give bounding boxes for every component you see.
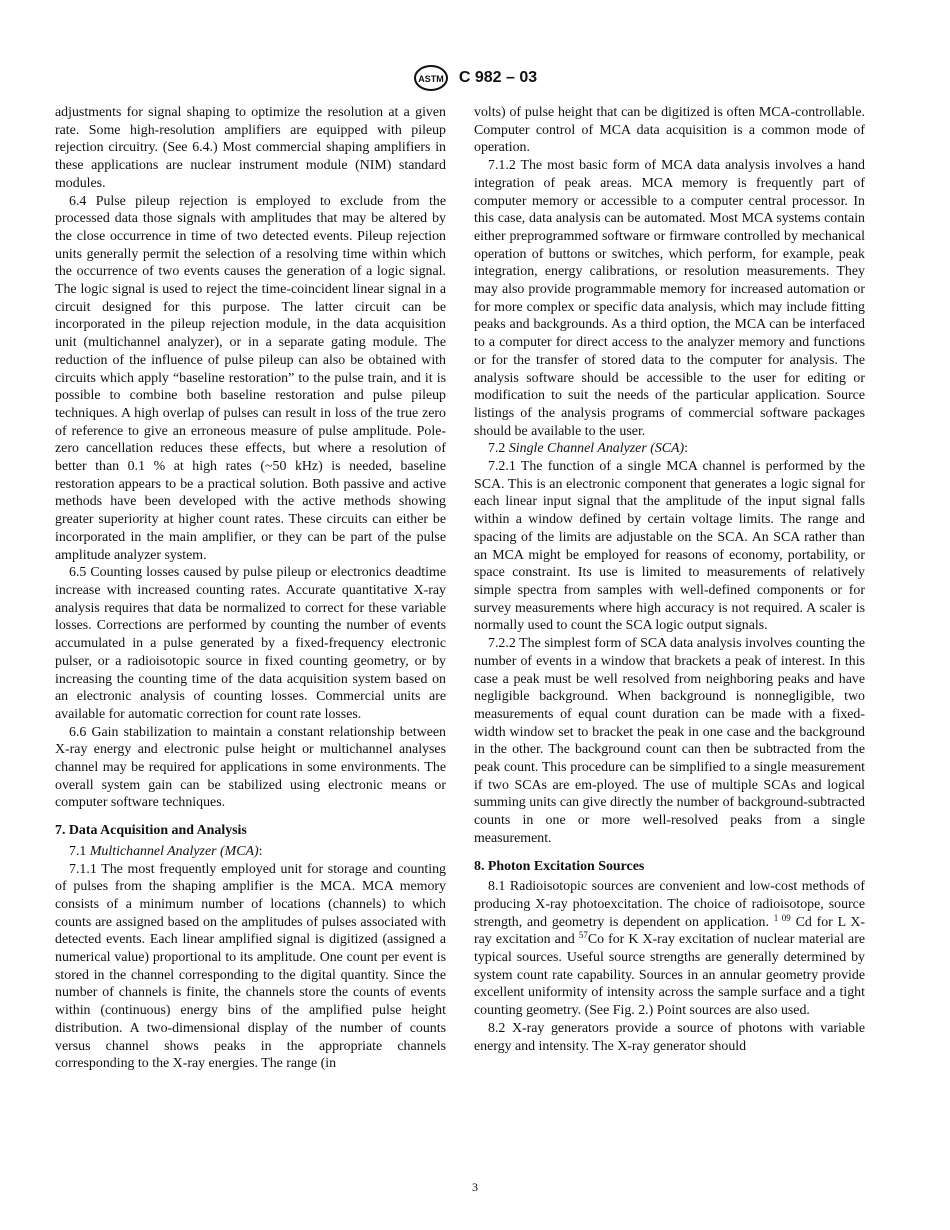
- paragraph-6-4: 6.4 Pulse pileup rejection is employed to exclude from the processed data those signals with amplitudes that may be altered by the close occurrence in time of two detected events. Pileup rejection units generally permit the selection of a resolving time within which the occurrence of two events causes the generation of a logic signal. The logic signal is used to reject the time-coincident linear signal in a circuit designed for this purpose. The latter circuit can be incorporated in the pileup rejection module, in the data acquisition unit (multichannel analyzer), or in a separate gating module. The reduction of the influence of pulse pileup can also be obtained with circuits which apply “baseline restoration” to the pulse train, and it is possible to combine both baseline restoration and pulse pileup techniques. A high overlap of pulses can result in loss of the true zero of reference to give an erroneous measure of pulse amplitude. Pole-zero cancellation reduces these effects, but where a resolution of better than 0.1 % at high rates (~50 kHz) is needed, baseline restoration appears to be a practical solution. Both passive and active methods have been developed with the active methods showing greater superiority at higher count rates. These circuits can either be incorporated in the main amplifier, or they can be part of the pulse amplitude analyzer system.: [55, 193, 446, 563]
- paragraph-8-2: 8.2 X-ray generators provide a source of photons with variable energy and intensity. The X-ray generator should: [474, 1020, 865, 1054]
- paragraph-7-2: 7.2 Single Channel Analyzer (SCA):: [488, 441, 688, 457]
- section-heading-8: 8. Photon Excitation Sources: [474, 858, 645, 874]
- paragraph-7-2-1: 7.2.1 The function of a single MCA channel is performed by the SCA. This is an electronic component that generates a logic signal for each linear input signal that the amplitude of the input signal falls within a window defined by certain voltage limits. The range and spacing of the limits are adjustable on the SCA. An SCA rather than an MCA might be employed for reasons of economy, portability, or space constraint. Its use is limited to measurements of relatively simple spectra from samples with well-defined components or for survey measurements where high accuracy is not required. A scaler is normally used to count the SCA logic output signals.: [474, 459, 865, 634]
- paragraph-7-1: 7.1 Multichannel Analyzer (MCA):: [69, 843, 263, 859]
- paragraph-6-5: 6.5 Counting losses caused by pulse pileup or electronics deadtime increase with increased counting rates. Accurate quantitative X-ray analysis requires that data be normalized to correct for these variable losses. Corrections are performed by counting the number of events accumulated in a pulse generated by a fixed-frequency electronic pulser, or a radioisotopic source in fixed counting geometry, or by increasing the counting time of the data acquisition system based on an electronic analysis of counting losses. Commercial units are available for automatic correction for count rate losses.: [55, 565, 446, 722]
- paragraph-7-2-2: 7.2.2 The simplest form of SCA data analysis involves counting the number of events in a window that brackets a peak of interest. In this case a peak must be well resolved from neighboring peaks and have negligible background. When background is nonnegligible, two measurements of equal count duration can be made with a fixed-width window set to bracket the peak in one case and the background in the other. The background count can then be subtracted from the peak count. This procedure can be simplified to a single measurement if two SCAs are em-ployed. The use of multiple SCAs and logical summing units can give directly the number of background-subtracted counts in one or more well-resolved peaks from a single measurement.: [474, 636, 865, 846]
- astm-logo-icon: [413, 64, 449, 92]
- section-number: 7.1: [69, 843, 87, 859]
- paragraph-8-1: 8.1 Radioisotopic sources are convenient and low-cost methods of producing X-ray photoexcitation. The choice of radioisotope, source strength, and geometry is dependent on application. $^{1 09}$ Cd for L X-ray excitation and $^{57}$Co for K X-ray excitation of nuclear material are typical sources. Useful source strengths are generally determined by system count rate capability. Sources in an annular geometry provide excellent uniformity of intensity across the sample surface and a tight counting geometry. (See Fig. 2.) Point sources are also used.: [474, 879, 865, 1019]
- page-number: 3: [472, 1180, 478, 1194]
- paragraph-7-1-2: 7.1.2 The most basic form of MCA data analysis involves a hand integration of peak areas. MCA memory is frequently part of computer memory or accessible to a computer central processor. In this case, data analysis can be automated. Most MCA systems contain either preprogrammed software or firmware controlled by mechanical operation of buttons or switches, which perform, for example, peak integration, energy calibrations, or resolution measurements. They may also provide programmable memory for increased automation or for more complex or specific data analysis, which may include fitting peaks and backgrounds. As a third option, the MCA can be interfaced to a computer for direct access to the analyzer memory and functions or for the transfer of stored data to the computer for analysis. The analysis software should be accessible to the user for editing or modification to suit the needs of the particular application. Source listings of the analysis programs of commercial software packages should be available to the user.: [474, 158, 865, 439]
- paragraph-7-1-1: 7.1.1 The most frequently employed unit for storage and counting of pulses from the shaping amplifier is the MCA. MCA memory consists of a minimum number of locations (channels) to which counts are assigned based on the amplitudes of pulses associated with detected events. Each linear amplified signal is digitized (assigned a numerical value) proportional to its amplitude. One count per event is stored in the channel corresponding to the digital quantity. Since the number of channels is finite, the channels store the counts of events within (continuous) energy bins of the amplified pulse height distribution. A two-dimensional display of the number of counts versus channel shows peaks in the appropriate channels corresponding to the X-ray energies. The range (in: [55, 861, 446, 1072]
- subsection-title: Multichannel Analyzer (MCA): [89, 843, 259, 859]
- paragraph-continued: volts) of pulse height that can be digitized is often MCA-controllable. Computer control of MCA data acquisition is a common mode of operation.: [474, 105, 865, 156]
- subsection-title: Single Channel Analyzer (SCA): [508, 441, 685, 457]
- right-column: [474, 104, 865, 1055]
- document-code: C 982 – 03: [458, 69, 538, 86]
- section-number: 7.2: [488, 441, 506, 457]
- section-heading-7: 7. Data Acquisition and Analysis: [55, 823, 247, 839]
- paragraph-6-6: 6.6 Gain stabilization to maintain a constant relationship between X-ray energy and electronic pulse height or multichannel analyses channel may be required for applications in some environments. The overall system gain can be stabilized using electronic means or computer software techniques.: [55, 724, 446, 811]
- paragraph-continued: adjustments for signal shaping to optimize the resolution at a given rate. Some high-resolution amplifiers are equipped with pileup rejection circuitry. (See 6.4.) Most commercial shaping amplifiers in these applications are nuclear instrument module (NIM) standard modules.: [55, 105, 446, 191]
- left-column: [55, 104, 446, 1073]
- svg-text:ASTM: ASTM: [418, 74, 444, 84]
- page-header: [0, 64, 950, 92]
